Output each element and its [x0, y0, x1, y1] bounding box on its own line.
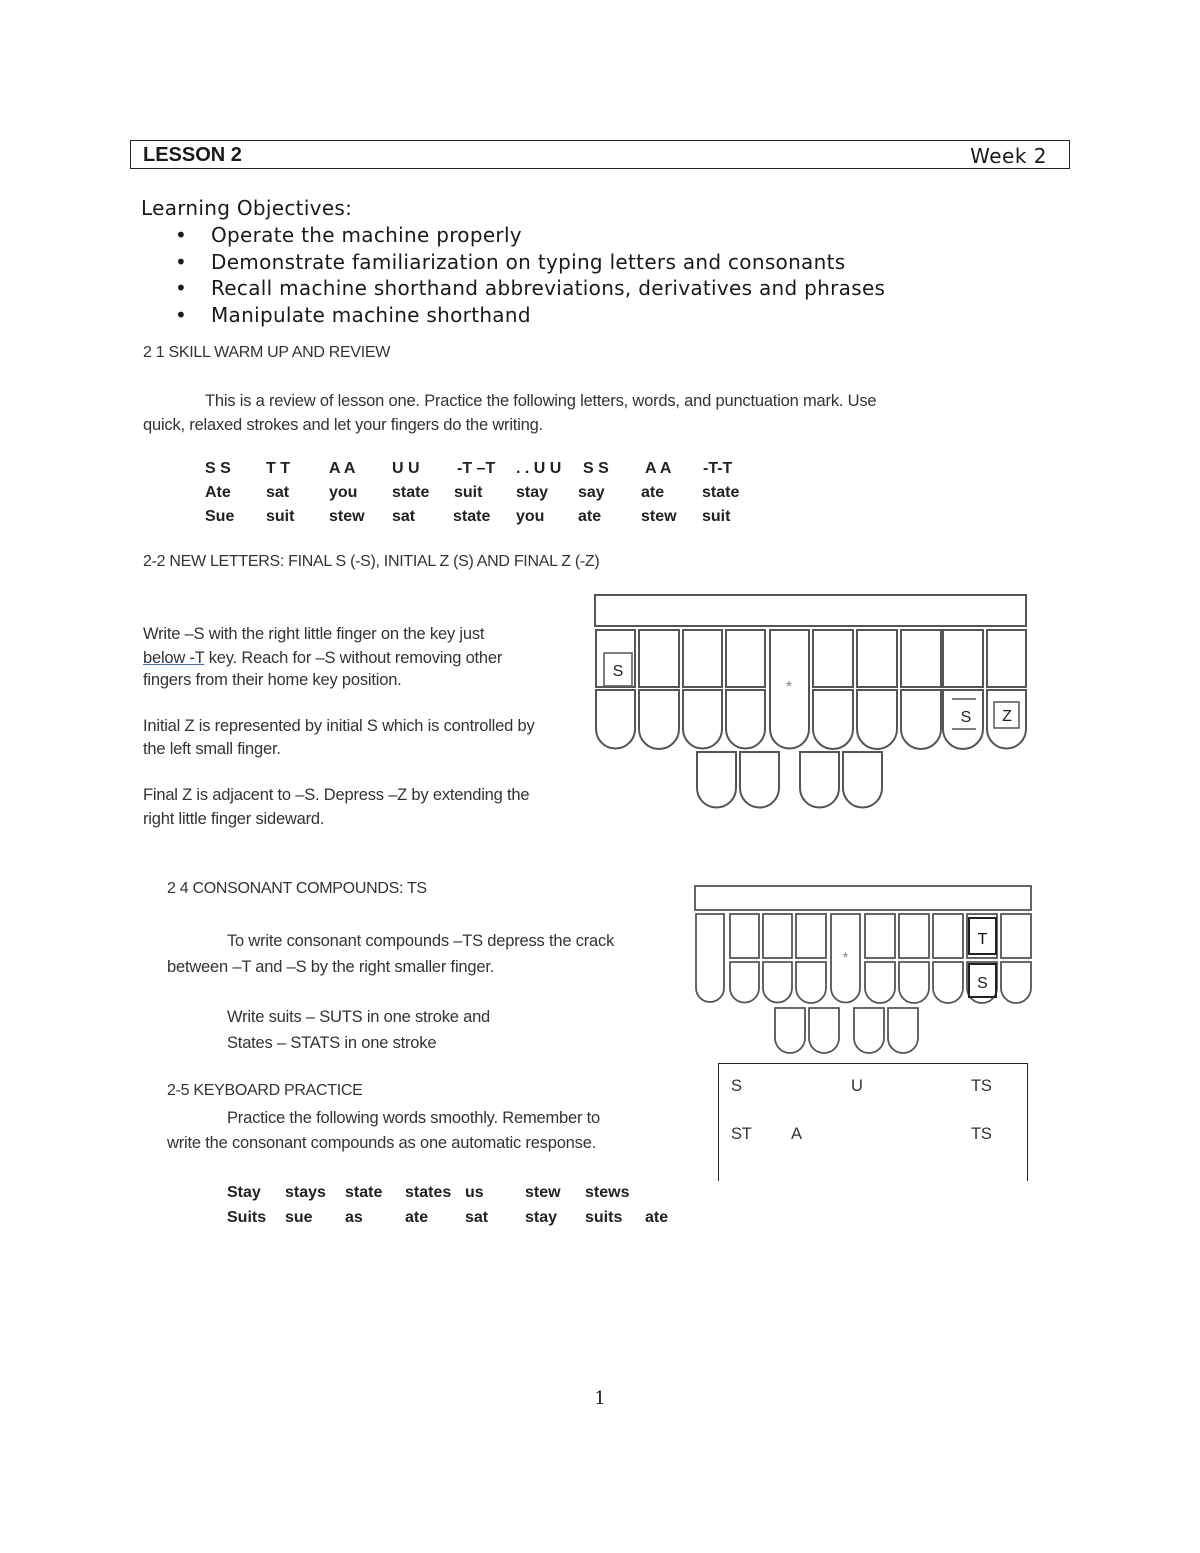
steno-key	[899, 962, 929, 1003]
objective-item: • Manipulate machine shorthand	[175, 302, 885, 329]
drill-cell: you	[329, 484, 358, 501]
drill-cell: S S	[205, 460, 231, 477]
drill-cell: state	[392, 484, 430, 501]
drill-cell: -T-T	[703, 460, 733, 477]
steno-key	[933, 962, 963, 1003]
vowel-key	[800, 752, 839, 808]
drill-cell: state	[453, 508, 491, 525]
objective-item: • Recall machine shorthand abbreviations, derivatives and phrases	[175, 275, 885, 302]
stroke-cell: ST	[731, 1125, 752, 1143]
number-bar	[595, 595, 1026, 626]
vowel-key	[740, 752, 779, 807]
stroke-cell: U	[851, 1077, 863, 1095]
drill-cell: A A	[645, 460, 672, 477]
star-key-label: *	[785, 679, 793, 696]
steno-key	[1001, 962, 1031, 1003]
steno-key	[901, 690, 941, 749]
vowel-key	[888, 1008, 918, 1053]
section-2-5-heading: 2-5 KEYBOARD PRACTICE	[167, 1082, 363, 1099]
steno-key	[813, 630, 853, 687]
steno-key	[865, 914, 895, 958]
section-2-2-heading: 2-2 NEW LETTERS: FINAL S (-S), INITIAL Z (S) AND FINAL Z (-Z)	[143, 553, 600, 570]
underlined-ref: below -T	[143, 649, 205, 667]
steno-key	[763, 962, 792, 1003]
section-2-2-p1-line3: fingers from their home key position.	[143, 671, 402, 689]
star-key-label: *	[842, 949, 849, 965]
section-2-4-p1-line1: To write consonant compounds –TS depress the crack	[227, 932, 615, 950]
drill-cell: states	[405, 1184, 452, 1201]
objectives-list	[175, 222, 885, 328]
drill-cell: ate	[645, 1209, 669, 1226]
drill-cell: A A	[329, 460, 356, 477]
vowel-key	[775, 1008, 805, 1053]
drill-cell: stay	[525, 1209, 558, 1226]
page-number: 1	[594, 1388, 606, 1409]
drill-cell: ate	[641, 484, 665, 501]
steno-key	[639, 630, 679, 687]
drill-cell: T T	[266, 460, 290, 477]
final-s-key-label: S	[960, 709, 972, 726]
objective-item: • Operate the machine properly	[175, 222, 885, 249]
drill-cell: Stay	[227, 1184, 261, 1201]
drill-cell: us	[465, 1184, 484, 1201]
objective-item: • Demonstrate familiarization on typing letters and consonants	[175, 249, 885, 276]
steno-key	[683, 630, 722, 687]
section-2-4-heading: 2 4 CONSONANT COMPOUNDS: TS	[167, 880, 427, 897]
drill-cell: U U	[392, 460, 420, 477]
steno-key	[726, 690, 765, 749]
drill-cell: suit	[454, 484, 483, 501]
steno-key	[899, 914, 929, 958]
drill-cell: suit	[702, 508, 731, 525]
drill-cell: -T –T	[457, 460, 496, 477]
section-2-1-intro-line1: This is a review of lesson one. Practice the following letters, words, and punctuation mark. Use	[205, 392, 877, 410]
drill-cell: state	[345, 1184, 383, 1201]
steno-key	[933, 914, 963, 958]
steno-key	[857, 690, 897, 749]
steno-key	[796, 914, 826, 958]
drill-cell: Sue	[205, 508, 235, 525]
steno-keyboard-diagram-2	[690, 882, 1035, 1057]
drill-cell: S S	[583, 460, 609, 477]
steno-key	[1001, 914, 1031, 958]
final-s-key-label: S	[977, 975, 988, 992]
section-2-4-p1-line2: between –T and –S by the right smaller finger.	[167, 958, 495, 976]
final-z-key-label: Z	[1002, 708, 1012, 725]
drill-cell: stays	[285, 1184, 326, 1201]
drill-cell: ate	[405, 1209, 429, 1226]
drill-cell: Ate	[205, 484, 231, 501]
drill-cell: stews	[585, 1184, 630, 1201]
stroke-cell: S	[731, 1077, 742, 1095]
drill-cell: ate	[578, 508, 602, 525]
stroke-cell: TS	[971, 1077, 992, 1095]
stroke-cell: TS	[971, 1125, 992, 1143]
number-bar	[695, 886, 1031, 910]
section-2-1-heading: 2 1 SKILL WARM UP AND REVIEW	[143, 344, 391, 361]
steno-key	[763, 914, 792, 958]
steno-key	[796, 962, 826, 1003]
steno-key	[813, 690, 853, 749]
section-2-5-line1: Practice the following words smoothly. Remember to	[227, 1109, 601, 1127]
steno-key	[596, 690, 635, 749]
drill-cell: stew	[329, 508, 365, 525]
drill-cell: suit	[266, 508, 295, 525]
objectives-heading: Learning Objectives:	[141, 196, 353, 220]
section-2-2-p1-line1: Write –S with the right little finger on the key just	[143, 625, 485, 643]
steno-key	[726, 630, 765, 687]
drill-cell: as	[345, 1209, 363, 1226]
final-t-key-label: T	[977, 931, 988, 948]
drill-cell: sue	[285, 1209, 313, 1226]
steno-key	[683, 690, 722, 749]
stroke-output-box	[718, 1063, 1028, 1181]
section-2-4-p2-line1: Write suits – SUTS in one stroke and	[227, 1008, 491, 1026]
week-label: Week 2	[970, 144, 1047, 168]
drill-cell: suits	[585, 1209, 623, 1226]
section-2-1-intro-line2: quick, relaxed strokes and let your fingers do the writing.	[143, 416, 543, 434]
steno-key	[987, 630, 1026, 687]
section-2-2-p3-line2: right little finger sideward.	[143, 810, 325, 828]
drill-cell: sat	[465, 1209, 489, 1226]
section-2-5-line2: write the consonant compounds as one automatic response.	[167, 1134, 597, 1152]
section-2-2-p3-line1: Final Z is adjacent to –S. Depress –Z by extending the	[143, 786, 530, 804]
drill-cell: say	[578, 484, 605, 501]
drill-cell: . . U U	[516, 460, 562, 477]
vowel-key	[843, 752, 882, 808]
initial-s-key-label: S	[612, 663, 624, 680]
steno-key	[696, 914, 724, 1002]
steno-key	[730, 962, 759, 1003]
steno-key	[865, 962, 895, 1003]
vowel-key	[809, 1008, 839, 1053]
steno-key	[901, 630, 941, 687]
steno-key	[730, 914, 759, 958]
drill-cell: Suits	[227, 1209, 267, 1226]
section-2-2-p1-line2: below -T key. Reach for –S without removing other	[143, 649, 503, 667]
steno-key	[857, 630, 897, 687]
drill-cell: you	[516, 508, 545, 525]
section-2-4-p2-line2: States – STATS in one stroke	[227, 1034, 437, 1052]
vowel-key	[697, 752, 736, 808]
drill-cell: stew	[641, 508, 677, 525]
drill-cell: stew	[525, 1184, 561, 1201]
lesson-title: LESSON 2	[143, 144, 242, 166]
vowel-key	[854, 1008, 884, 1053]
drill-cell: stay	[516, 484, 549, 501]
steno-key	[639, 690, 679, 749]
stroke-cell: A	[791, 1125, 802, 1143]
drill-cell: sat	[392, 508, 416, 525]
lesson-header	[130, 140, 1070, 169]
section-2-2-p2-line2: the left small finger.	[143, 740, 281, 758]
section-2-2-p2-line1: Initial Z is represented by initial S which is controlled by	[143, 717, 535, 735]
drill-cell: state	[702, 484, 740, 501]
drill-cell: sat	[266, 484, 290, 501]
steno-key	[943, 630, 983, 687]
steno-keyboard-diagram-1	[590, 590, 1035, 815]
